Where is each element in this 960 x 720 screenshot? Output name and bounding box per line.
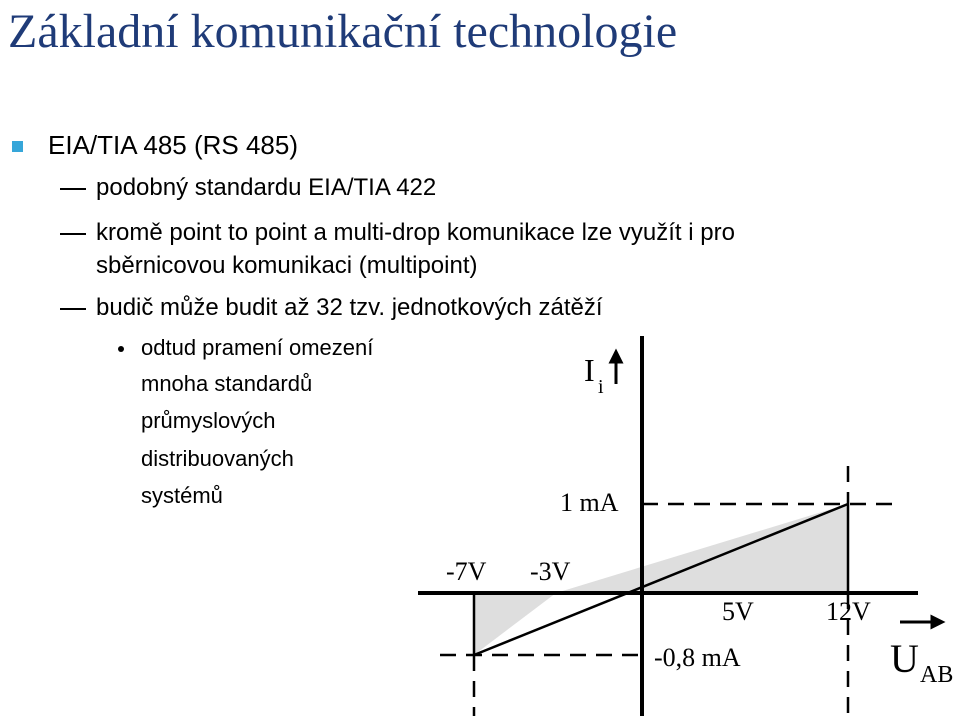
lower-shaded-region xyxy=(474,593,556,655)
upper-shaded-region xyxy=(556,504,848,593)
v-minus3-label: -3V xyxy=(530,557,571,586)
current-axis-subscript: i xyxy=(598,376,604,398)
subsub-line3: průmyslových xyxy=(141,408,276,433)
bottom-current-label: -0,8 mA xyxy=(654,643,741,672)
v-5-label: 5V xyxy=(722,597,754,626)
voltage-axis-label: U xyxy=(890,636,919,681)
current-axis-label: I xyxy=(584,352,595,388)
voltage-axis-subscript: AB xyxy=(920,662,954,688)
subitem-similar-standard: podobný standardu EIA/TIA 422 xyxy=(96,174,437,201)
subsub-line2: mnoha standardů xyxy=(141,371,313,396)
subitem-unit-loads: budič může budit až 32 tzv. jednotkových zátěží xyxy=(96,294,603,321)
top-current-label: 1 mA xyxy=(560,488,619,517)
v-12-label: 12V xyxy=(826,597,871,626)
subsub-line1: odtud pramení omezení xyxy=(141,335,374,360)
subitem-multipoint-line2: sběrnicovou komunikaci (multipoint) xyxy=(96,252,478,279)
subsub-line5: systémů xyxy=(141,483,223,508)
v-minus7-label: -7V xyxy=(446,557,487,586)
subsub-line4: distribuovaných xyxy=(141,446,294,471)
subitem-multipoint-line1: kromě point to point a multi-drop komunikace lze využít i pro xyxy=(96,219,735,246)
bullet-eia-485: EIA/TIA 485 (RS 485) xyxy=(48,130,299,160)
slide-title: Základní komunikační technologie xyxy=(8,5,678,58)
